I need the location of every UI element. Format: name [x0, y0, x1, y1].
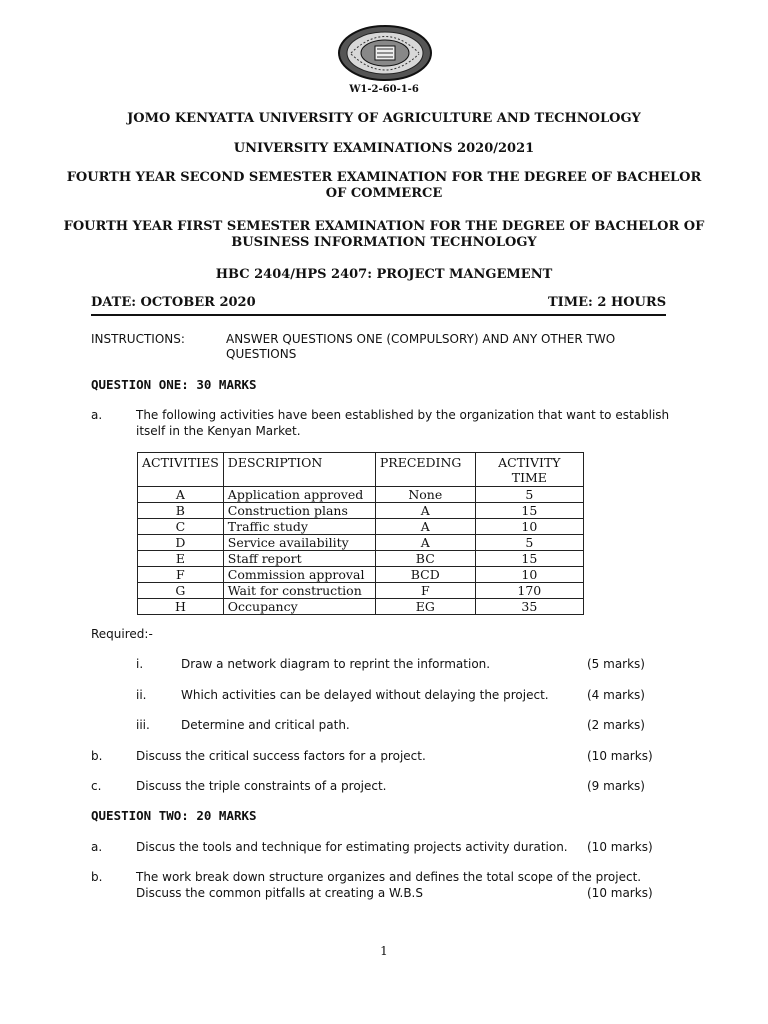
table-row	[138, 535, 584, 551]
table-row	[138, 519, 584, 535]
table-row	[138, 551, 584, 567]
q2-a-text: Discus the tools and technique for estimating projects activity duration.	[136, 840, 568, 854]
q1-item-i-text: Draw a network diagram to reprint the information.	[181, 657, 491, 671]
exam-title-1-line2: OF COMMERCE	[325, 186, 443, 201]
instructions-line2: QUESTIONS	[226, 347, 297, 361]
q1-b-label: b.	[91, 749, 103, 763]
header-preceding: PRECEDING	[375, 453, 475, 487]
cell-activity: E	[138, 551, 224, 567]
cell-description: Wait for construction	[223, 583, 375, 599]
cell-preceding: BC	[375, 551, 475, 567]
exam-date: DATE: OCTOBER 2020	[91, 295, 256, 310]
q2-a-label: a.	[91, 840, 103, 854]
page-number: 1	[380, 944, 388, 958]
table-row	[138, 599, 584, 615]
cell-time: 10	[475, 519, 583, 535]
exam-title-2-line2: BUSINESS INFORMATION TECHNOLOGY	[231, 235, 537, 250]
course-title: HBC 2404/HPS 2407: PROJECT MANGEMENT	[215, 267, 553, 282]
cell-activity: G	[138, 583, 224, 599]
q1-item-ii-num: ii.	[136, 688, 147, 702]
exam-title-2-line1: FOURTH YEAR FIRST SEMESTER EXAMINATION FOR THE DEGREE OF BACHELOR OF	[63, 219, 705, 234]
q1-c-label: c.	[91, 779, 102, 793]
q1-b-text: Discuss the critical success factors for a project.	[136, 749, 426, 763]
university-name: JOMO KENYATTA UNIVERSITY OF AGRICULTURE AND TECHNOLOGY	[127, 111, 641, 126]
cell-description: Staff report	[223, 551, 375, 567]
cell-activity: D	[138, 535, 224, 551]
header-activities: ACTIVITIES	[138, 453, 224, 487]
cell-description: Application approved	[223, 487, 375, 503]
q1-item-iii-marks: (2 marks)	[587, 718, 645, 732]
q1-item-iii-num: iii.	[136, 718, 150, 732]
header-description: DESCRIPTION	[223, 453, 375, 487]
cell-description: Occupancy	[223, 599, 375, 615]
cell-preceding: A	[375, 535, 475, 551]
cell-preceding: None	[375, 487, 475, 503]
table-header-row	[138, 453, 584, 487]
cell-activity: F	[138, 567, 224, 583]
cell-preceding: F	[375, 583, 475, 599]
table-row	[138, 567, 584, 583]
cell-activity: A	[138, 487, 224, 503]
header-time-line1: ACTIVITY	[498, 455, 561, 470]
cell-time: 5	[475, 535, 583, 551]
q1-item-ii-marks: (4 marks)	[587, 688, 645, 702]
exam-time: TIME: 2 HOURS	[548, 295, 667, 310]
header-activity-time	[475, 453, 583, 487]
q1-c-text: Discuss the triple constraints of a project.	[136, 779, 387, 793]
q2-b-label: b.	[91, 870, 103, 884]
cell-description: Commission approval	[223, 567, 375, 583]
instructions-line1: ANSWER QUESTIONS ONE (COMPULSORY) AND ANY OTHER TWO	[226, 332, 616, 346]
q2-b-line1: The work break down structure organizes and defines the total scope of the project.	[136, 870, 642, 884]
header-time-line2: TIME	[511, 470, 547, 485]
cell-time: 170	[475, 583, 583, 599]
cell-activity: H	[138, 599, 224, 615]
cell-description: Traffic study	[223, 519, 375, 535]
instructions-label: INSTRUCTIONS:	[91, 332, 185, 346]
q1-a-label: a.	[91, 408, 103, 422]
q2-b-marks: (10 marks)	[587, 886, 653, 900]
university-logo	[337, 24, 433, 82]
activities-table	[137, 452, 584, 615]
q1-item-i-num: i.	[136, 657, 144, 671]
q2-a-marks: (10 marks)	[587, 840, 653, 854]
table-row	[138, 583, 584, 599]
cell-preceding: EG	[375, 599, 475, 615]
q1-a-line1: The following activities have been established by the organization that want to establish	[136, 408, 670, 422]
cell-preceding: A	[375, 519, 475, 535]
exam-title-1-line1: FOURTH YEAR SECOND SEMESTER EXAMINATION FOR THE DEGREE OF BACHELOR	[66, 170, 702, 185]
question-one-title: QUESTION ONE: 30 MARKS	[91, 377, 257, 392]
table-row	[138, 503, 584, 519]
required-label: Required:-	[91, 627, 153, 641]
cell-activity: C	[138, 519, 224, 535]
question-two-title: QUESTION TWO: 20 MARKS	[91, 808, 257, 823]
cell-activity: B	[138, 503, 224, 519]
q2-b-line2: Discuss the common pitfalls at creating a W.B.S	[136, 886, 423, 900]
q1-a-line2: itself in the Kenyan Market.	[136, 424, 301, 438]
cell-time: 5	[475, 487, 583, 503]
cell-time: 15	[475, 551, 583, 567]
cell-preceding: A	[375, 503, 475, 519]
cell-description: Construction plans	[223, 503, 375, 519]
exam-session: UNIVERSITY EXAMINATIONS 2020/2021	[233, 141, 535, 156]
exam-code: W1-2-60-1-6	[349, 84, 419, 95]
cell-preceding: BCD	[375, 567, 475, 583]
cell-time: 10	[475, 567, 583, 583]
cell-description: Service availability	[223, 535, 375, 551]
table-row	[138, 487, 584, 503]
q1-item-iii-text: Determine and critical path.	[181, 718, 350, 732]
q1-b-marks: (10 marks)	[587, 749, 653, 763]
cell-time: 35	[475, 599, 583, 615]
header-divider	[91, 314, 666, 316]
q1-c-marks: (9 marks)	[587, 779, 645, 793]
cell-time: 15	[475, 503, 583, 519]
q1-item-ii-text: Which activities can be delayed without delaying the project.	[181, 688, 549, 702]
q1-item-i-marks: (5 marks)	[587, 657, 645, 671]
